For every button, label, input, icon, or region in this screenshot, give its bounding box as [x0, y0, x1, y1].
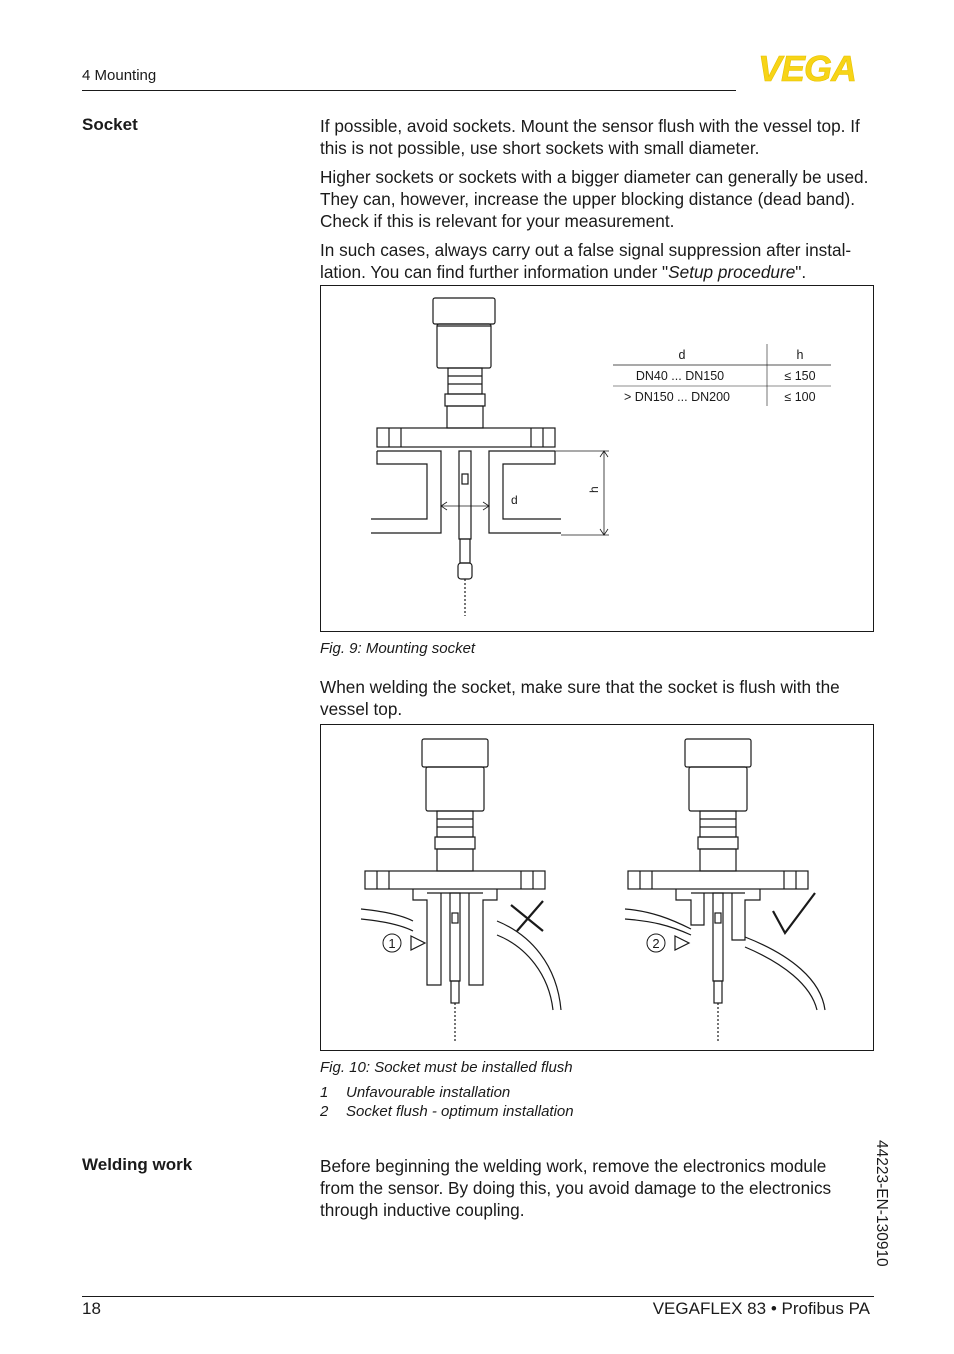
setup-procedure-reference: Setup procedure	[668, 262, 796, 282]
welding-work-heading: Welding work	[82, 1155, 193, 1174]
table-cell-d-2: > DN150 ... DN200	[624, 390, 730, 404]
dimension-label-h: h	[587, 486, 601, 493]
figure-10-socket-flush	[320, 724, 874, 1051]
marker-2-label: 2	[652, 936, 660, 951]
welding-note: When welding the socket, make sure that the socket is flush with the vessel top.	[320, 677, 840, 719]
document-id: 44223-EN-130910	[873, 1140, 890, 1267]
legend-text-2: Socket flush - optimum installation	[346, 1103, 574, 1120]
legend-item-2	[320, 1103, 574, 1120]
socket-heading: Socket	[82, 115, 138, 134]
table-header-d: d	[678, 348, 686, 362]
figure-9-caption: Fig. 9: Mounting socket	[320, 640, 476, 657]
socket-paragraph-3: In such cases, always carry out a false signal suppression after instal-lation. You can find further information under "Setup procedure".	[320, 240, 852, 282]
socket-dimension-table	[613, 344, 831, 406]
welding-work-text: Before beginning the welding work, remove the electronics module from the sensor. By doing this, you avoid damage to the electronics through inductive coupling.	[320, 1156, 832, 1220]
legend-item-1	[320, 1084, 510, 1101]
dimension-label-d: d	[511, 493, 518, 507]
table-cell-d-1: DN40 ... DN150	[635, 369, 725, 383]
marker-1-badge	[383, 934, 401, 952]
table-cell-h-2: ≤ 100	[784, 390, 816, 404]
marker-2-badge	[647, 934, 665, 952]
socket-paragraph-2: Higher sockets or sockets with a bigger diameter can generally be used. They can, however, increase the upper blocking distance (dead band). Check if this is relevant for your measurement.	[320, 167, 869, 231]
legend-text-1: Unfavourable installation	[346, 1084, 511, 1101]
socket-text-block	[320, 115, 878, 283]
footer-rule	[82, 1296, 874, 1297]
table-header-h: h	[796, 348, 804, 362]
figure-9-mounting-socket	[320, 285, 874, 632]
legend-number-2: 2	[320, 1103, 329, 1120]
mounting-socket-drawing	[321, 286, 873, 631]
vega-logo-text: VEGA	[757, 50, 857, 84]
header-section-title: 4 Mounting	[82, 67, 157, 84]
page-number: 18	[82, 1299, 101, 1318]
marker-1-label: 1	[388, 936, 396, 951]
table-cell-h-1: ≤ 150	[784, 369, 816, 383]
vega-logo	[740, 50, 874, 84]
socket-paragraph-1: If possible, avoid sockets. Mount the sensor flush with the vessel top. If this is not possible, use short sockets with small diameter.	[320, 116, 860, 158]
figure-10-caption: Fig. 10: Socket must be installed flush	[320, 1059, 573, 1076]
legend-number-1: 1	[320, 1084, 329, 1101]
unfavourable-installation-drawing	[361, 739, 561, 1043]
flush-installation-drawing	[625, 739, 825, 1043]
product-name: VEGAFLEX 83 • Profibus PA	[652, 1299, 870, 1318]
socket-flush-drawing	[321, 725, 873, 1050]
header-rule	[82, 90, 736, 91]
